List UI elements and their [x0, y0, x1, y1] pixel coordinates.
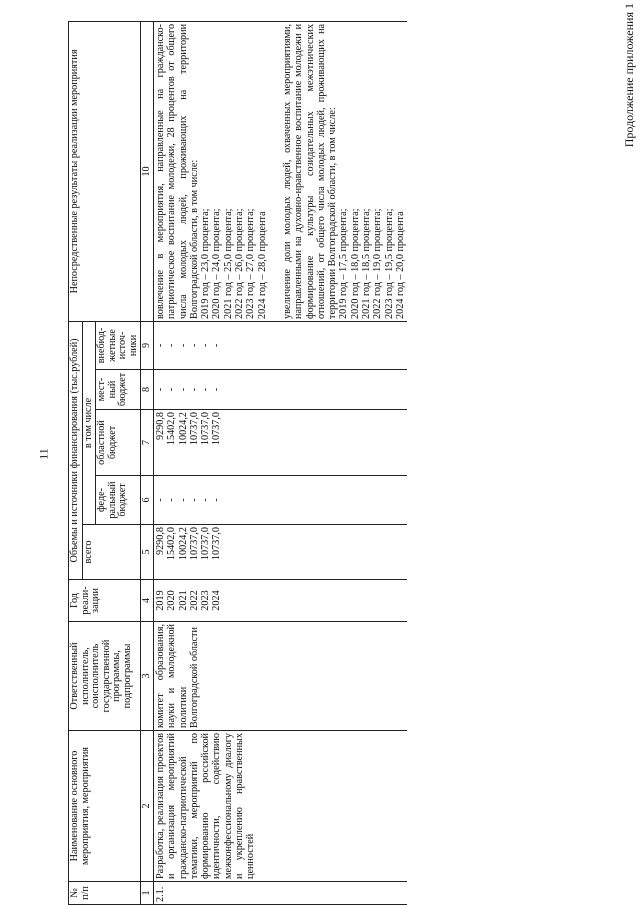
- extra-value: -: [166, 343, 178, 348]
- col-number: 1: [141, 882, 154, 905]
- result-2-item: 2021 год – 18,5 процента;: [361, 208, 373, 319]
- regional-value: 10737,0: [188, 412, 200, 446]
- results-cell: [154, 21, 408, 321]
- total-value: 10737,0: [188, 527, 200, 561]
- result-2-item: 2022 год – 19,0 процента;: [372, 208, 384, 319]
- result-1-item: 2024 год – 28,0 процента: [256, 211, 268, 319]
- col-number: 4: [141, 580, 154, 622]
- result-1-item: 2022 год – 26,0 процента;: [234, 208, 246, 319]
- extra-value: -: [188, 343, 200, 348]
- header-num: № п/п: [69, 882, 141, 905]
- result-1-item: 2020 год – 24,0 процента;: [211, 208, 223, 319]
- result-2-text: увеличение доли молодых людей, охваченных мероприятиями, направленными на духовно-нравственное воспитание молодежи и формирование культуры созидательных межэтнических отношений, от общего числа молодых людей, проживающих на территории Волгоградской области, в том числе:: [281, 23, 339, 319]
- local-value: -: [200, 387, 212, 392]
- extra-value: -: [177, 343, 189, 348]
- column-numbers-row: [141, 21, 154, 904]
- header-funding: Объемы и источники финансирования (тыс.рублей): [69, 321, 83, 579]
- col-number: 7: [141, 410, 154, 476]
- result-2-item: 2024 год – 20,0 процента: [394, 211, 406, 319]
- row-number: 2.1.: [154, 882, 408, 905]
- extra-value: -: [155, 343, 166, 348]
- result-2-item: 2019 год – 17,5 процента;: [338, 208, 350, 319]
- regional-value: 10024,2: [177, 412, 189, 446]
- regional-value: 10737,0: [211, 412, 223, 446]
- header-year: Год реали-зации: [69, 580, 141, 622]
- table-row: [154, 21, 408, 904]
- total-value: 10737,0: [211, 527, 223, 561]
- col-number: 9: [141, 321, 154, 369]
- header-extra: внебюд-жетные источ-ники: [96, 321, 141, 369]
- executor: комитет образования, науки и молодежной политики Волгоградской области: [154, 622, 408, 731]
- year: 2023: [200, 590, 212, 611]
- col-number: 5: [141, 525, 154, 580]
- result-1-list: [200, 24, 268, 319]
- activity-name: Разработка, реализация проектов и организация мероприятий гражданско-патриотической тематики, мероприятий по формированию российской идентичности, содействию межконфессиональному диалогу и укреплению нравственных ценностей: [154, 731, 408, 882]
- year: 2024: [211, 590, 223, 611]
- local-value: -: [177, 387, 189, 392]
- local-list: [154, 370, 408, 410]
- extra-list: [154, 321, 408, 369]
- year: 2019: [155, 590, 166, 611]
- result-1-item: 2021 год – 25,0 процента;: [222, 208, 234, 319]
- program-table: [68, 21, 407, 905]
- federal-value: -: [177, 498, 189, 502]
- local-value: -: [155, 387, 166, 392]
- extra-value: -: [200, 343, 212, 348]
- header-regional: областной бюджет: [96, 410, 141, 476]
- federal-value: -: [155, 498, 166, 502]
- result-1-text: вовлечение в мероприятия, направленные на гражданско-патриотическое воспитание молодежи, 28 процентов от общего числа молодых людей, проживающих на территории Волгоградской области, в том числе:: [155, 23, 200, 319]
- total-value: 10737,0: [200, 527, 212, 561]
- header-total: всего: [82, 525, 141, 580]
- total-value: 15402,0: [166, 527, 178, 561]
- local-value: -: [188, 387, 200, 392]
- page-number: 11: [36, 448, 51, 460]
- appendix-label: Продолжение приложения 1: [622, 3, 636, 148]
- header-federal: феде-ральный бюджет: [96, 476, 141, 525]
- federal-value: -: [200, 498, 212, 502]
- col-number: 2: [141, 731, 154, 882]
- header-incl: в том числе: [82, 321, 96, 524]
- col-number: 3: [141, 622, 154, 731]
- header-name: Наименование основного мероприятия, мероприятия: [69, 731, 141, 882]
- regional-value: 9290,8: [155, 412, 166, 441]
- total-value: 10024,2: [177, 527, 189, 561]
- result-1-item: 2023 год – 27,0 процента;: [245, 208, 257, 319]
- total-value: 9290,8: [155, 527, 166, 556]
- year: 2021: [177, 590, 189, 611]
- total-list: [154, 525, 408, 580]
- federal-value: -: [188, 498, 200, 502]
- federal-list: [154, 476, 408, 525]
- header-local: мест-ный бюджет: [96, 370, 141, 410]
- regional-value: 10737,0: [200, 412, 212, 446]
- year: 2020: [166, 590, 178, 611]
- result-1-item: 2019 год – 23,0 процента;: [200, 208, 212, 319]
- regional-value: 15402,0: [166, 412, 178, 446]
- col-number: 8: [141, 370, 154, 410]
- extra-value: -: [211, 343, 223, 348]
- col-number: 6: [141, 476, 154, 525]
- col-number: 10: [141, 21, 154, 321]
- local-value: -: [211, 387, 223, 392]
- header-executor: Ответственный исполнитель, соисполнитель государственной программы, подпрограммы: [69, 622, 141, 731]
- federal-value: -: [211, 498, 223, 502]
- local-value: -: [166, 387, 178, 392]
- result-2-list: [338, 24, 406, 319]
- years-list: [154, 580, 408, 622]
- year: 2022: [188, 590, 200, 611]
- federal-value: -: [166, 498, 178, 502]
- result-2-item: 2023 год – 19,5 процента;: [383, 208, 395, 319]
- regional-list: [154, 410, 408, 476]
- header-result: Непосредственные результаты реализации мероприятия: [69, 21, 141, 321]
- result-2-item: 2020 год – 18,0 процента;: [349, 208, 361, 319]
